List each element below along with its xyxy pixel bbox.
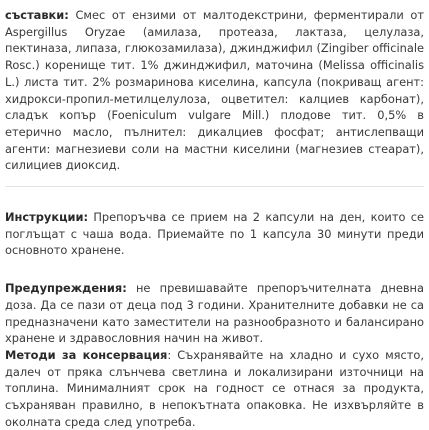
warnings-paragraph: [5, 280, 424, 347]
storage-text: : Съхранявайте на хладно и сухо място, далеч от пряка слънчева светлина и локализирани източници на топлина. Минималният срок на годност се отнася за продукта, съхраняван правилно, в непокътната опаковка. Не изхвърляйте в околната среда след употреба.: [5, 347, 424, 429]
section-divider: [5, 186, 424, 187]
warnings-text: не превишавайте препоръчителната дневна доза. Да се пази от деца под 3 години. Хранителните добавки не са предназначени като заместители на разнообразното и балансирано хранене и здравословния начин на живот.: [5, 281, 424, 346]
ingredients-paragraph: [5, 7, 424, 174]
warnings-label: Предупреждения:: [5, 281, 127, 296]
instructions-paragraph: [5, 209, 424, 259]
product-label-text: [5, 4, 424, 430]
ingredients-label: съставки:: [5, 8, 69, 22]
storage-paragraph: [5, 347, 424, 430]
storage-label: Методи за консервация: [5, 347, 168, 362]
instructions-text: Препоръчва се прием на 2 капсули на ден, които се поглъщат с чаша вода. Приемайте по 1 капсула 30 минути преди основното хранене.: [5, 210, 424, 258]
ingredients-text: Смес от ензими от малтодекстрини, ферментирали от Aspergillus Oryzae (амилаза, протеаза, лактаза, целулаза, пектиназа, липаза, глюкозамилаза), джинджифил (Zingiber officinale Rosc.) коренище тит. 1% джинджифил, маточина (Melissa officinalis L.) листа тит. 2% розмаринова киселина, капсула (покриващ агент: хидрокси-пропил-метилцелулоза, оцветител: калциев карбонат), сладък копър (Foeniculum vulgare Mill.) плодове тит. 0,5% в етерично масло, пълнител: дикалциев фосфат; антислепващи агенти: магнезиеви соли на мастни киселини (магнезиев стеарат), силициев диоксид.: [5, 8, 424, 173]
instructions-label: Инструкции:: [5, 210, 89, 225]
